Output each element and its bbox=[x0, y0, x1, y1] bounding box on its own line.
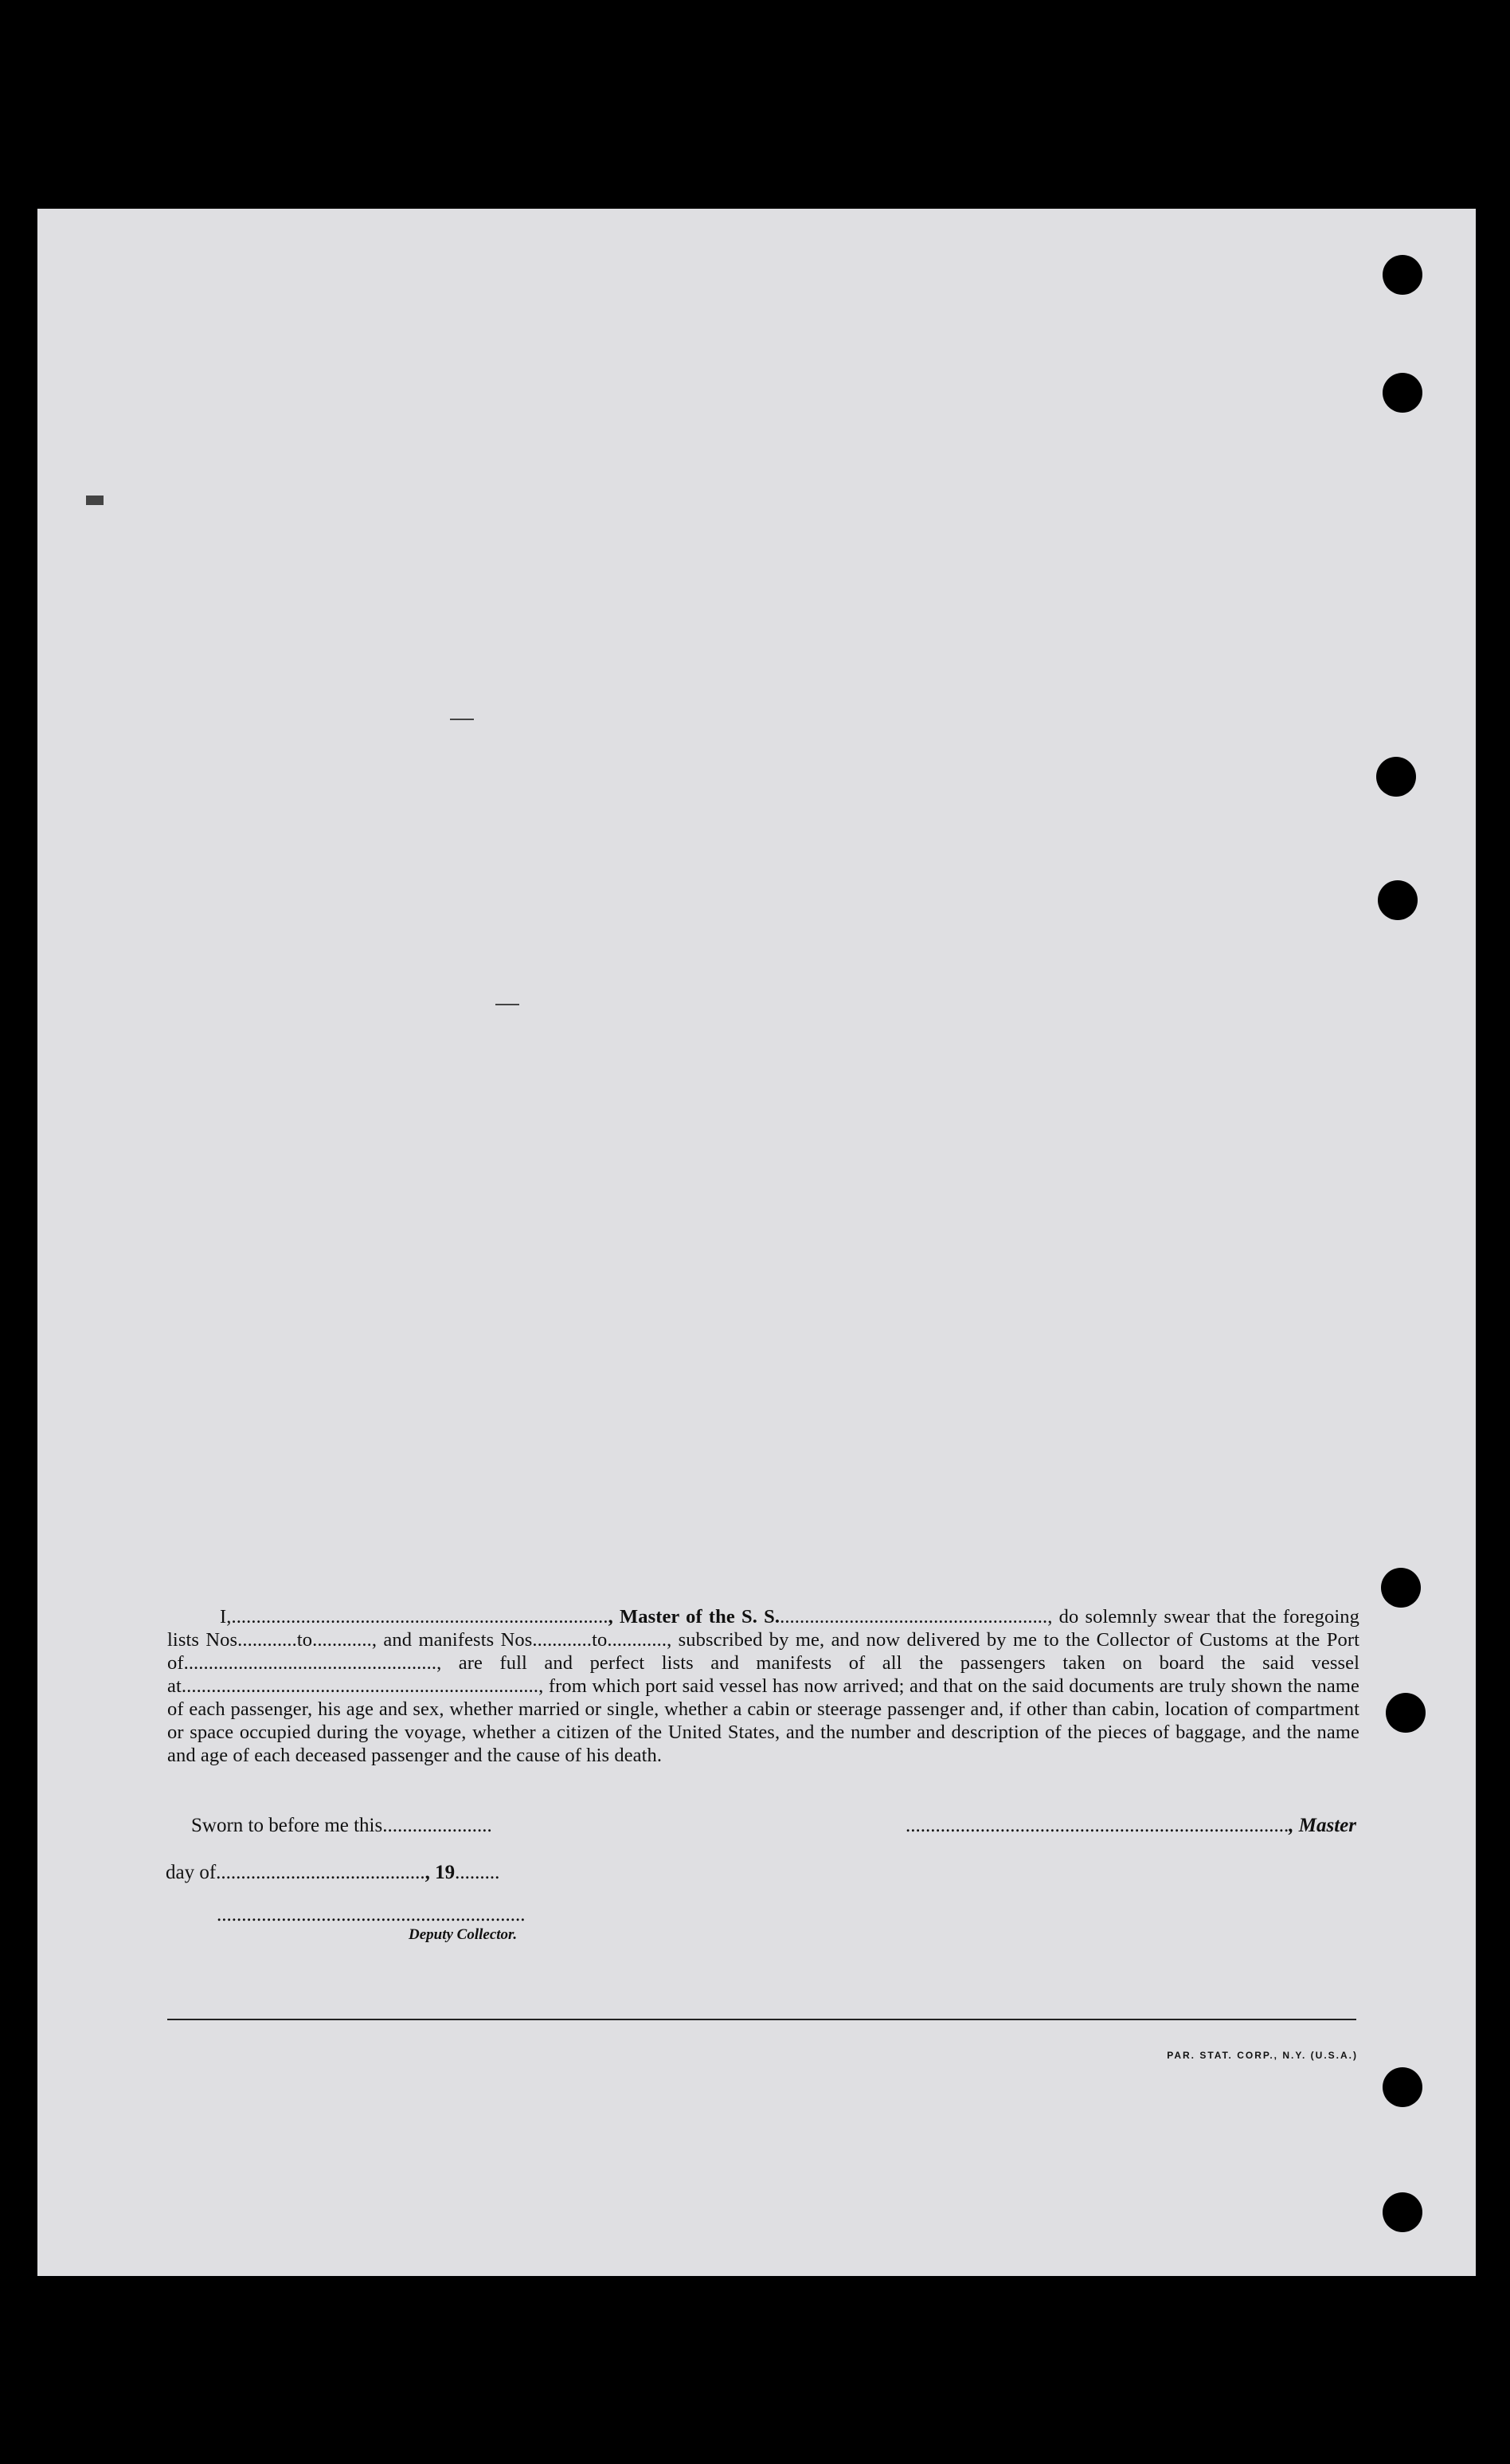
declaration-text: to bbox=[296, 1629, 313, 1651]
master-name-blank: ............................................................................ bbox=[231, 1606, 608, 1628]
sworn-label: Sworn to before me this bbox=[191, 1815, 383, 1836]
manifest-end-blank: ............ bbox=[607, 1629, 667, 1651]
list-end-blank: ............ bbox=[312, 1629, 372, 1651]
master-label: , Master bbox=[1289, 1815, 1356, 1836]
year-label: , 19 bbox=[424, 1862, 456, 1883]
form-sheet bbox=[37, 209, 1476, 2276]
ink-speck bbox=[495, 1004, 519, 1005]
binder-hole bbox=[1383, 373, 1422, 413]
year-blank: ......... bbox=[455, 1862, 500, 1883]
vessel-name-blank: ...................................................... bbox=[780, 1606, 1048, 1628]
binder-hole bbox=[1378, 880, 1418, 920]
binder-hole bbox=[1383, 2192, 1422, 2232]
divider bbox=[167, 2019, 1356, 2020]
declaration-text: , are full and perfect lists and manifests of all the passengers taken on board the said vessel at bbox=[167, 1652, 1359, 1697]
master-signature-line bbox=[906, 1815, 1356, 1837]
ink-speck bbox=[86, 496, 104, 505]
manifest-start-blank: ............ bbox=[532, 1629, 593, 1651]
sworn-date-blank: ...................... bbox=[382, 1815, 492, 1836]
port-blank: ................................................... bbox=[183, 1652, 437, 1674]
embarkation-port-blank: ........................................................................ bbox=[181, 1675, 539, 1697]
declaration-text: , Master of the S. S. bbox=[608, 1606, 780, 1628]
oath-declaration bbox=[167, 1605, 1359, 1767]
declaration-text: , do solemnly swear that the foregoing lists Nos bbox=[167, 1606, 1359, 1651]
declaration-text: , from which port said vessel has now arrived; and that on the said documents are truly shown the name of each passenger, his age and sex, whether married or single, whether a cabin or steerage passenger and, if other than cabin, location of compartment or space occupied during the voyage, whether a citizen of the United States, and the number and description of the pieces of baggage, and the name and age of each deceased passenger and the cause of his death. bbox=[167, 1675, 1359, 1766]
master-signature-blank: ............................................................................. bbox=[906, 1815, 1289, 1836]
deputy-signature-blank: .............................................................. bbox=[217, 1904, 526, 1925]
month-blank: .......................................... bbox=[216, 1862, 425, 1883]
deputy-collector-label: Deputy Collector. bbox=[409, 1926, 518, 1943]
day-line bbox=[166, 1862, 499, 1884]
list-start-blank: ............ bbox=[237, 1629, 297, 1651]
declaration-text: to bbox=[592, 1629, 608, 1651]
day-label: day of bbox=[166, 1862, 217, 1883]
binder-hole bbox=[1381, 1568, 1421, 1608]
binder-hole bbox=[1386, 1693, 1426, 1733]
declaration-text: , and manifests Nos bbox=[371, 1629, 533, 1651]
binder-hole bbox=[1376, 757, 1416, 797]
printer-mark: PAR. STAT. CORP., N.Y. (U.S.A.) bbox=[1167, 2050, 1358, 2061]
binder-hole bbox=[1383, 255, 1422, 295]
sworn-line bbox=[191, 1815, 492, 1837]
ink-speck bbox=[450, 719, 474, 720]
binder-hole bbox=[1383, 2067, 1422, 2107]
declaration-text: I, bbox=[220, 1606, 232, 1628]
declaration-text: , subscribed by me, and now delivered by me to the Collector of Customs at the Port of bbox=[167, 1629, 1360, 1674]
